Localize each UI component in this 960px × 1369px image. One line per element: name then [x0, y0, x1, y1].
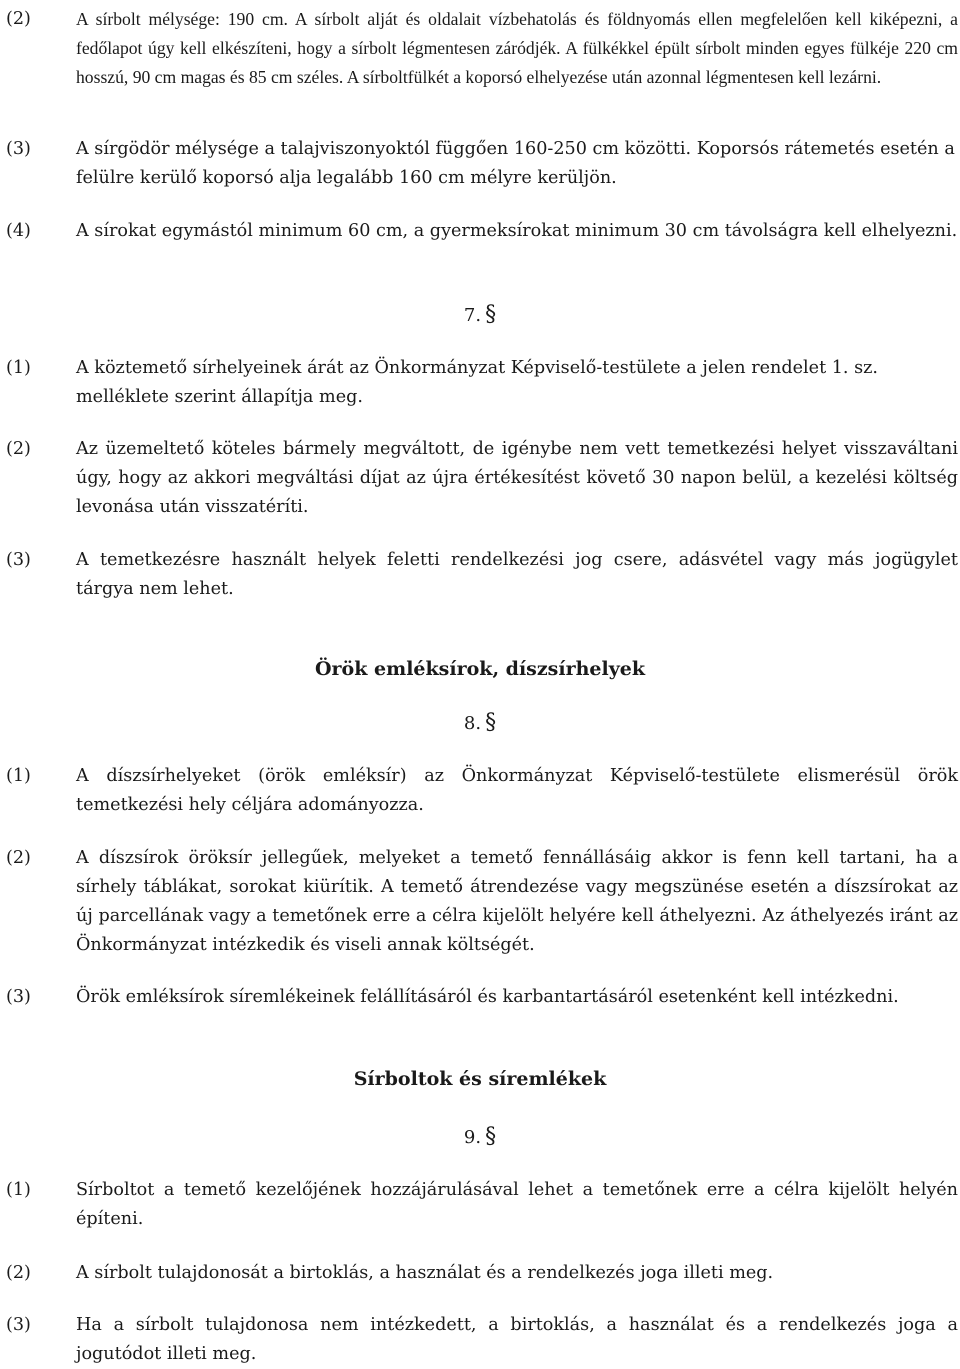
paragraph-text: A köztemető sírhelyeinek árát az Önkormányzat Képviselő-testülete a jelen rendelet 1. sz. melléklete szerint állapítja meg.	[76, 358, 879, 407]
section-number	[0, 708, 960, 738]
paragraph-text: A sírgödör mélysége a talajviszonyoktól függően 160-250 cm közötti. Koporsós rátemetés esetén a felülre kerülő koporsó alja legalább 160 cm mélyre kerüljön.	[76, 139, 955, 188]
paragraph-number: (3)	[6, 987, 31, 1007]
paragraph	[0, 546, 960, 604]
paragraph-text: A díszsírhelyeket (örök emléksír) az Önkormányzat Képviselő-testülete elismerésül örök temetkezési hely céljára adományozza.	[76, 766, 958, 815]
paragraph	[0, 762, 960, 820]
paragraph	[0, 1311, 960, 1369]
section-sign-icon: §	[485, 710, 497, 735]
section-heading: Sírboltok és síremlékek	[353, 1068, 607, 1090]
paragraph	[0, 1259, 960, 1288]
paragraph-text: Az üzemeltető köteles bármely megváltott, de igénybe nem vett temetkezési helyet visszaváltani úgy, hogy az akkori megváltási díjat az újra értékesítést követő 30 napon belül, a kezelési költség levonása után visszatéríti.	[76, 439, 958, 517]
paragraph-text: A temetkezésre használt helyek feletti rendelkezési jog csere, adásvétel vagy más jogügylet tárgya nem lehet.	[76, 550, 958, 599]
paragraph-text: A sírokat egymástól minimum 60 cm, a gyermeksírokat minimum 30 cm távolságra kell elhelyezni.	[76, 221, 958, 241]
paragraph	[0, 844, 960, 960]
section-number-text: 8.	[463, 713, 482, 734]
paragraph	[0, 217, 960, 275]
paragraph-number: (2)	[6, 9, 31, 29]
paragraph-number: (1)	[6, 1180, 31, 1200]
section-sign-icon: §	[485, 302, 497, 327]
paragraph-text: Ha a sírbolt tulajdonosa nem intézkedett, a birtoklás, a használat és a rendelkezés joga a jogutódot illeti meg.	[76, 1315, 958, 1364]
paragraph-number: (1)	[6, 766, 31, 786]
section-number-text: 9.	[463, 1127, 482, 1148]
paragraph-text: A díszsírok öröksír jellegűek, melyeket a temető fennállásáig akkor is fenn kell tartani, ha a sírhely táblákat, sorokat kiürítik. A temető átrendezése vagy megszünése esetén a díszsírokat az új parcellának vagy a temetőnek erre a célra kijelölt helyére kell áthelyezni. Az áthelyezés iránt az Önkormányzat intézkedik és viseli annak költségét.	[76, 848, 958, 955]
paragraph	[0, 135, 960, 193]
section-number-text: 7.	[463, 305, 482, 326]
paragraph-number: (2)	[6, 1263, 31, 1283]
paragraph-number: (3)	[6, 139, 31, 159]
paragraph-number: (4)	[6, 221, 31, 241]
paragraph-text: Örök emléksírok síremlékeinek felállításáról és karbantartásáról esetenként kell intézkedni.	[76, 987, 899, 1007]
paragraph-number: (3)	[6, 1315, 31, 1335]
paragraph-number: (3)	[6, 550, 31, 570]
paragraph-text: Sírboltot a temető kezelőjének hozzájárulásával lehet a temetőnek erre a célra kijelölt helyén építeni.	[76, 1180, 958, 1229]
paragraph-number: (2)	[6, 848, 31, 868]
paragraph-number: (1)	[6, 358, 31, 378]
paragraph-text: A sírbolt tulajdonosát a birtoklás, a használat és a rendelkezés joga illeti meg.	[76, 1263, 774, 1283]
section-heading: Örök emléksírok, díszsírhelyek	[315, 658, 645, 680]
paragraph	[0, 983, 960, 1041]
section-number	[0, 300, 960, 330]
paragraph	[0, 354, 960, 412]
paragraph	[0, 1176, 960, 1234]
paragraph-text: A sírbolt mélysége: 190 cm. A sírbolt alját és oldalait vízbehatolás és földnyomás ellen megfelelően kell kiképezni, a fedőlapot úgy kell elkészíteni, hogy a sírbolt légmentesen záródjék. A fülkékkel épült sírbolt minden egyes fülkéje 220 cm hosszú, 90 cm magas és 85 cm széles. A sírboltfülkét a koporsó elhelyezése után azonnal légmentesen kell lezárni.	[76, 9, 958, 87]
paragraph	[0, 435, 960, 522]
paragraph-number: (2)	[6, 439, 31, 459]
section-number	[0, 1122, 960, 1152]
paragraph	[0, 5, 960, 121]
section-sign-icon: §	[485, 1124, 497, 1149]
